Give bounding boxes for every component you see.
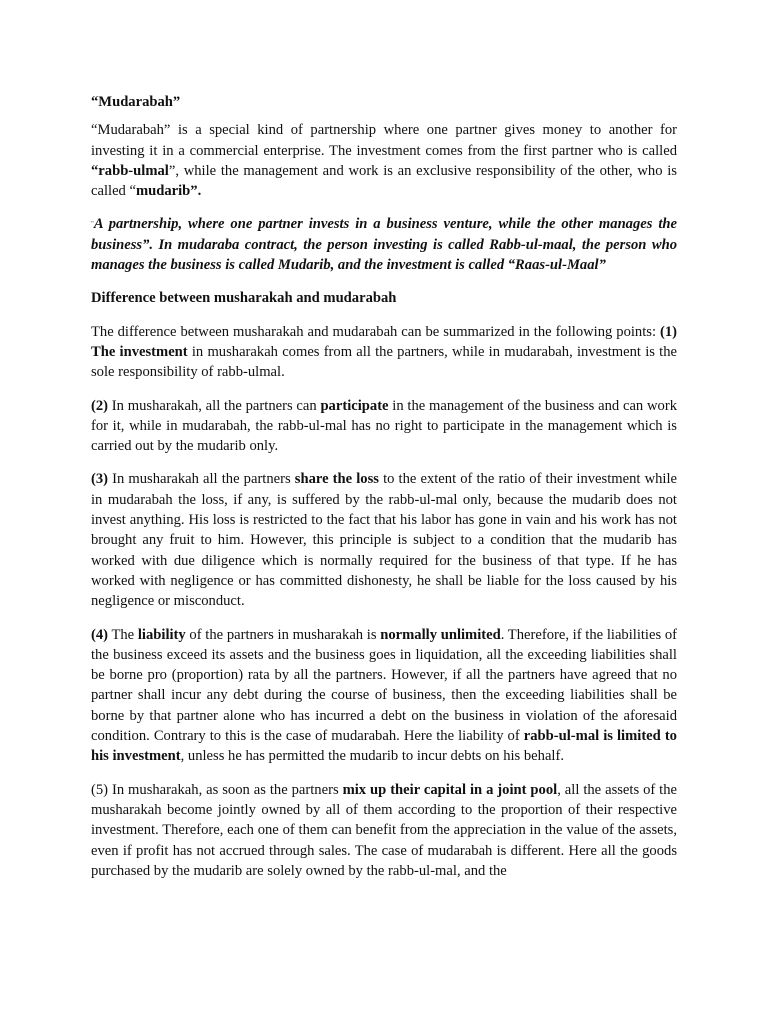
document-page bbox=[91, 92, 677, 894]
point-3-paragraph bbox=[91, 469, 677, 611]
point-1-text-2: in musharakah comes from all the partners, while in mudarabah, investment is the sole responsibility of rabb-ulmal. bbox=[91, 343, 677, 381]
quote-mark: " bbox=[91, 220, 94, 229]
point-4-text-3: . Therefore, if the liabilities of the business exceed its assets and the business goes in liquidation, all the exceeding liabilities shall be borne pro (proportion) rata by all the partners. However, if all the partners have agreed that no partner shall incur any debt during the course of business, then the exceeding liabilities shall be borne by that partner alone who has incurred a debt on the business in violation of the aforesaid condition. Contrary to this is the case of mudarabah. Here the liability of bbox=[91, 626, 678, 745]
point-3-text-2: to the extent of the ratio of their investment while in mudarabah the loss, if any, is suffered by the rabb-ul-mal only, because the mudarib does not invest anything. His loss is restricted to the fact that his labor has gone in vain and his work has not brought any fruit to him. However, this principle is subject to a condition that the mudarib has worked with due diligence which is normally required for the business of that type. If he has worked with negligence or has committed dishonesty, he shall be liable for the loss caused by his negligence or misconduct. bbox=[91, 471, 677, 610]
point-5-text-1: (5) In musharakah, as soon as the partners bbox=[91, 781, 343, 798]
point-2-term: participate bbox=[320, 397, 389, 414]
point-3-number: (3) bbox=[91, 471, 109, 488]
document-title: “Mudarabah” bbox=[91, 94, 181, 110]
point-4-number: (4) bbox=[91, 626, 109, 643]
point-4-text-2: of the partners in musharakah is bbox=[185, 626, 381, 643]
definition-paragraph bbox=[91, 214, 677, 275]
intro-text-2: ”, while the management and work is an exclusive responsibility of the other, who is called “ bbox=[91, 162, 677, 200]
point-4-paragraph bbox=[91, 625, 677, 767]
intro-paragraph bbox=[91, 120, 677, 201]
point-4-term-unlimited: normally unlimited bbox=[380, 626, 501, 643]
point-5-term: mix up their capital in a joint pool bbox=[342, 781, 558, 798]
point-4-term-liability: liability bbox=[137, 626, 186, 643]
intro-text-1: “Mudarabah” is a special kind of partnership where one partner gives money to another for investing it in a commercial enterprise. The investment comes from the first partner who is called bbox=[91, 122, 677, 159]
point-2-paragraph bbox=[91, 396, 677, 457]
point-3-term: share the loss bbox=[294, 471, 379, 488]
point-4-term-limited: rabb-ul-mal is limited to his investment bbox=[91, 728, 677, 765]
definition-text: A partnership, where one partner invests in a business venture, while the other manages the business”. In mudaraba contract, the person investing is called Rabb-ul-maal, the person who manages the business is called Mudarib, and the investment is called “Raas-ul-Maal” bbox=[91, 216, 677, 274]
point-5-text-2: , all the assets of the musharakah become jointly owned by all of them according to the proportion of their respective investment. Therefore, each one of them can benefit from the appreciation in the value of the assets, even if profit has not accrued through sales. The case of mudarabah is different. Here all the goods purchased by the mudarib are solely owned by the rabb-ul-mal, and the bbox=[91, 781, 677, 879]
point-1-text-1: The difference between musharakah and mudarabah can be summarized in the following points: bbox=[91, 323, 660, 340]
point-4-text-1: The bbox=[108, 626, 138, 643]
intro-term-mudarib: mudarib”. bbox=[135, 183, 202, 200]
section-heading: Difference between musharakah and mudarabah bbox=[91, 290, 397, 307]
point-2-text-2: in the management of the business and can work for it, while in mudarabah, the rabb-ul-mal has no right to participate in the management which is carried out by the mudarib only. bbox=[91, 397, 677, 455]
point-4-text-4: , unless he has permitted the mudarib to incur debts on his behalf. bbox=[180, 748, 565, 765]
point-1-paragraph bbox=[91, 322, 677, 383]
point-1-label: (1) The investment bbox=[91, 323, 677, 360]
point-2-text-1: In musharakah, all the partners can bbox=[108, 397, 321, 414]
point-2-number: (2) bbox=[91, 397, 109, 414]
point-5-paragraph bbox=[91, 780, 677, 881]
point-3-text-1: In musharakah all the partners bbox=[108, 471, 295, 488]
intro-term-rabb-ulmal: “rabb-ulmal bbox=[91, 162, 169, 179]
